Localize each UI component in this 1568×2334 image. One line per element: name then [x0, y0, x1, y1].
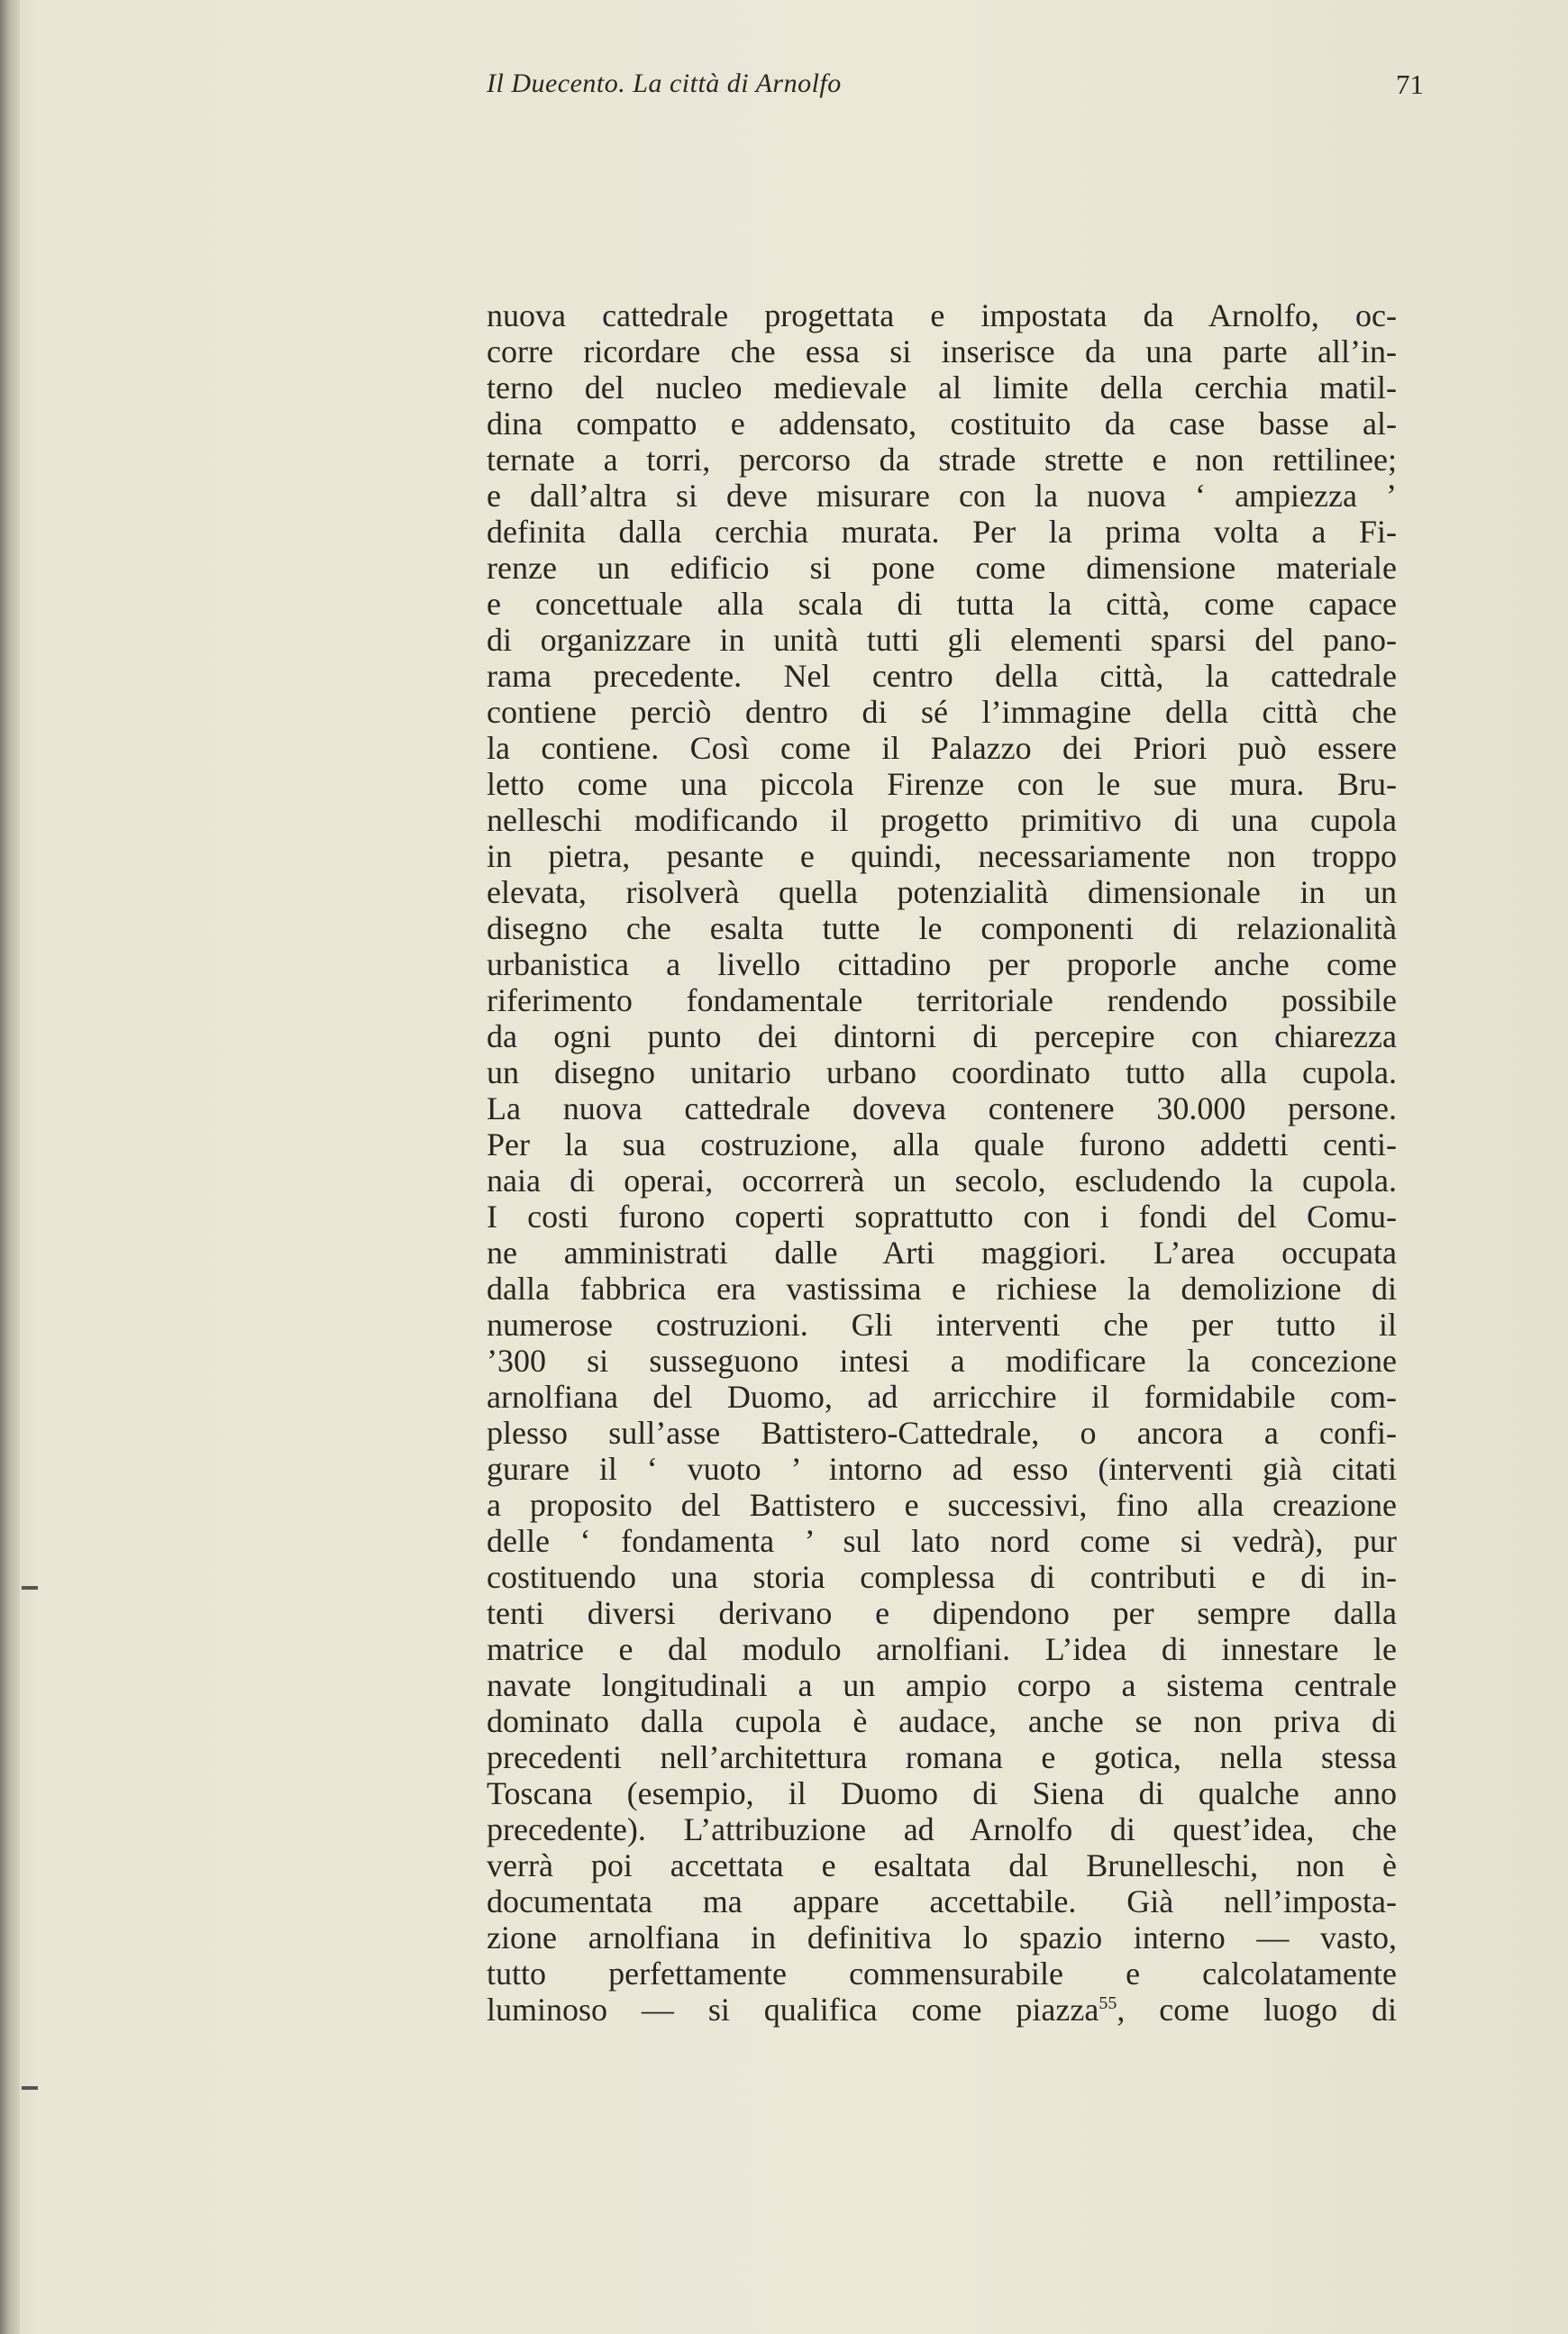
text-line: Toscana (esempio, il Duomo di Siena di qualche anno	[487, 1775, 1397, 1811]
text-line: documentata ma appare accettabile. Già nell’imposta-	[487, 1883, 1397, 1919]
page-binding-edge	[0, 0, 20, 2334]
text-line: ternate a torri, percorso da strade strette e non rettilinee;	[487, 442, 1397, 478]
text-line: disegno che esalta tutte le componenti di relazionalità	[487, 910, 1397, 946]
text-line: a proposito del Battistero e successivi, fino alla creazione	[487, 1487, 1397, 1523]
text-line: arnolfiana del Duomo, ad arricchire il formidabile com-	[487, 1379, 1397, 1415]
margin-mark	[22, 2086, 38, 2090]
text-line: precedente). L’attribuzione ad Arnolfo di quest’idea, che	[487, 1811, 1397, 1847]
text-line: urbanistica a livello cittadino per proporle anche come	[487, 946, 1397, 982]
text-line: La nuova cattedrale doveva contenere 30.000 persone.	[487, 1090, 1397, 1126]
text-line: matrice e dal modulo arnolfiani. L’idea di innestare le	[487, 1631, 1397, 1667]
text-line: ne amministrati dalle Arti maggiori. L’area occupata	[487, 1235, 1397, 1271]
final-line-tail: , come luogo di	[1117, 1992, 1397, 2028]
running-title: Il Duecento. La città di Arnolfo	[487, 68, 842, 98]
text-line: riferimento fondamentale territoriale rendendo possibile	[487, 982, 1397, 1018]
body-paragraph	[487, 297, 1397, 2028]
text-line: rama precedente. Nel centro della città, la cattedrale	[487, 658, 1397, 694]
text-line: contiene perciò dentro di sé l’immagine della città che	[487, 694, 1397, 730]
text-line: dalla fabbrica era vastissima e richiese la demolizione di	[487, 1271, 1397, 1307]
margin-mark	[22, 1586, 38, 1590]
text-line-final	[487, 1992, 1397, 2028]
text-line: e dall’altra si deve misurare con la nuova ‘ ampiezza ’	[487, 478, 1397, 514]
text-line: precedenti nell’architettura romana e gotica, nella stessa	[487, 1739, 1397, 1775]
text-line: un disegno unitario urbano coordinato tutto alla cupola.	[487, 1054, 1397, 1090]
text-line: e concettuale alla scala di tutta la città, come capace	[487, 586, 1397, 622]
final-line-text: luminoso — si qualifica come piazza	[487, 1992, 1099, 2028]
text-line: di organizzare in unità tutti gli elementi sparsi del pano-	[487, 622, 1397, 658]
text-line: numerose costruzioni. Gli interventi che per tutto il	[487, 1307, 1397, 1343]
text-line: costituendo una storia complessa di contributi e di in-	[487, 1559, 1397, 1595]
text-line: delle ‘ fondamenta ’ sul lato nord come si vedrà), pur	[487, 1523, 1397, 1559]
page-number: 71	[1396, 68, 1424, 100]
text-line: elevata, risolverà quella potenzialità dimensionale in un	[487, 874, 1397, 910]
text-line: da ogni punto dei dintorni di percepire con chiarezza	[487, 1018, 1397, 1054]
running-head	[487, 68, 1424, 114]
text-line: tutto perfettamente commensurabile e calcolatamente	[487, 1956, 1397, 1992]
text-line: la contiene. Così come il Palazzo dei Priori può essere	[487, 730, 1397, 766]
text-line: I costi furono coperti soprattutto con i fondi del Comu-	[487, 1199, 1397, 1235]
text-line: naia di operai, occorrerà un secolo, escludendo la cupola.	[487, 1162, 1397, 1199]
text-line: gurare il ‘ vuoto ’ intorno ad esso (interventi già citati	[487, 1451, 1397, 1487]
text-line: nuova cattedrale progettata e impostata da Arnolfo, oc-	[487, 297, 1397, 333]
text-line: verrà poi accettata e esaltata dal Brunelleschi, non è	[487, 1847, 1397, 1883]
text-line: letto come una piccola Firenze con le sue mura. Bru-	[487, 766, 1397, 802]
text-line: dina compatto e addensato, costituito da case basse al-	[487, 406, 1397, 442]
text-line: dominato dalla cupola è audace, anche se non priva di	[487, 1703, 1397, 1739]
text-line: Per la sua costruzione, alla quale furono addetti centi-	[487, 1126, 1397, 1162]
text-line: ’300 si susseguono intesi a modificare la concezione	[487, 1343, 1397, 1379]
text-line: corre ricordare che essa si inserisce da una parte all’in-	[487, 333, 1397, 369]
text-line: renze un edificio si pone come dimensione materiale	[487, 550, 1397, 586]
text-line: tenti diversi derivano e dipendono per sempre dalla	[487, 1595, 1397, 1631]
text-line: definita dalla cerchia murata. Per la prima volta a Fi-	[487, 514, 1397, 550]
text-line: navate longitudinali a un ampio corpo a sistema centrale	[487, 1667, 1397, 1703]
text-line: plesso sull’asse Battistero-Cattedrale, o ancora a confi-	[487, 1415, 1397, 1451]
text-line: in pietra, pesante e quindi, necessariamente non troppo	[487, 838, 1397, 874]
text-line: nelleschi modificando il progetto primitivo di una cupola	[487, 802, 1397, 838]
text-line: terno del nucleo medievale al limite della cerchia matil-	[487, 369, 1397, 406]
text-line: zione arnolfiana in definitiva lo spazio interno — vasto,	[487, 1919, 1397, 1956]
footnote-reference[interactable]: 55	[1099, 1993, 1117, 2013]
